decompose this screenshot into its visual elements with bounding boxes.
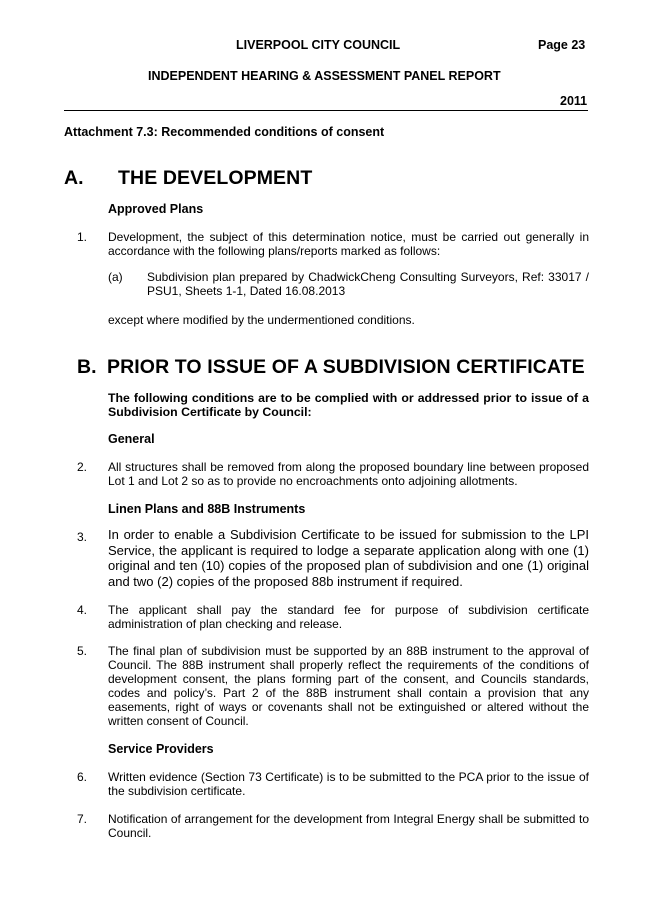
section-a-title: THE DEVELOPMENT bbox=[118, 167, 313, 189]
item-6-text: Written evidence (Section 73 Certificate) is to be submitted to the PCA prior to the issue of the subdivision certificate. bbox=[108, 770, 589, 798]
subheading-service-providers: Service Providers bbox=[108, 742, 214, 756]
subheading-linen-plans: Linen Plans and 88B Instruments bbox=[108, 502, 306, 516]
subheading-general: General bbox=[108, 432, 155, 446]
item-2-text: All structures shall be removed from along the proposed boundary line between proposed Lot 1 and Lot 2 so as to provide no encroachments onto adjoining allotments. bbox=[108, 460, 589, 488]
header-divider bbox=[64, 110, 588, 111]
item-2-number: 2. bbox=[77, 460, 88, 474]
item-7-text: Notification of arrangement for the development from Integral Energy shall be submitted to Council. bbox=[108, 812, 589, 840]
header-year: 2011 bbox=[560, 94, 588, 108]
section-b-intro: The following conditions are to be complied with or addressed prior to issue of a Subdivision Certificate by Council: bbox=[108, 391, 589, 419]
attachment-title: Attachment 7.3: Recommended conditions of consent bbox=[64, 125, 385, 139]
item-1a-label: (a) bbox=[108, 270, 123, 284]
item-1-after-text: except where modified by the undermentioned conditions. bbox=[108, 313, 415, 327]
item-3-text: In order to enable a Subdivision Certificate to be issued for submission to the LPI Service, the applicant is required to lodge a separate application along with one (1) original and ten (10) copies of the proposed plan of subdivision and one (1) original and two (2) copies of the proposed 88b instrument if required. bbox=[108, 527, 589, 589]
header-page-number: Page 23 bbox=[538, 38, 586, 52]
section-b-letter: B. bbox=[77, 356, 97, 378]
item-6-number: 6. bbox=[77, 770, 88, 784]
section-b-title: PRIOR TO ISSUE OF A SUBDIVISION CERTIFICATE bbox=[107, 356, 585, 378]
section-a-letter: A. bbox=[64, 167, 84, 189]
section-a-subheading: Approved Plans bbox=[108, 202, 204, 216]
item-5-number: 5. bbox=[77, 644, 88, 658]
item-1-text: Development, the subject of this determination notice, must be carried out generally in accordance with the following plans/reports marked as follows: bbox=[108, 230, 589, 258]
item-1-number: 1. bbox=[77, 230, 88, 244]
header-report-title: INDEPENDENT HEARING & ASSESSMENT PANEL REPORT bbox=[148, 69, 501, 83]
item-5-text: The final plan of subdivision must be supported by an 88B instrument to the approval of Council. The 88B instrument shall properly reflect the requirements of the conditions of development consent, the plans forming part of the consent, and Councils standards, codes and policy’s. Part 2 of the 88B instrument shall contain a provision that any easements, right of ways or covenants shall not be extinguished or altered without the written consent of Council. bbox=[108, 644, 589, 728]
item-1a-text: Subdivision plan prepared by ChadwickCheng Consulting Surveyors, Ref: 33017 / PSU1, Sheets 1-1, Dated 16.08.2013 bbox=[147, 270, 589, 298]
item-4-number: 4. bbox=[77, 603, 88, 617]
item-7-number: 7. bbox=[77, 812, 88, 826]
item-4-text: The applicant shall pay the standard fee for purpose of subdivision certificate administration of plan checking and release. bbox=[108, 603, 589, 631]
item-3-number: 3. bbox=[77, 530, 88, 544]
header-council: LIVERPOOL CITY COUNCIL bbox=[236, 38, 401, 52]
